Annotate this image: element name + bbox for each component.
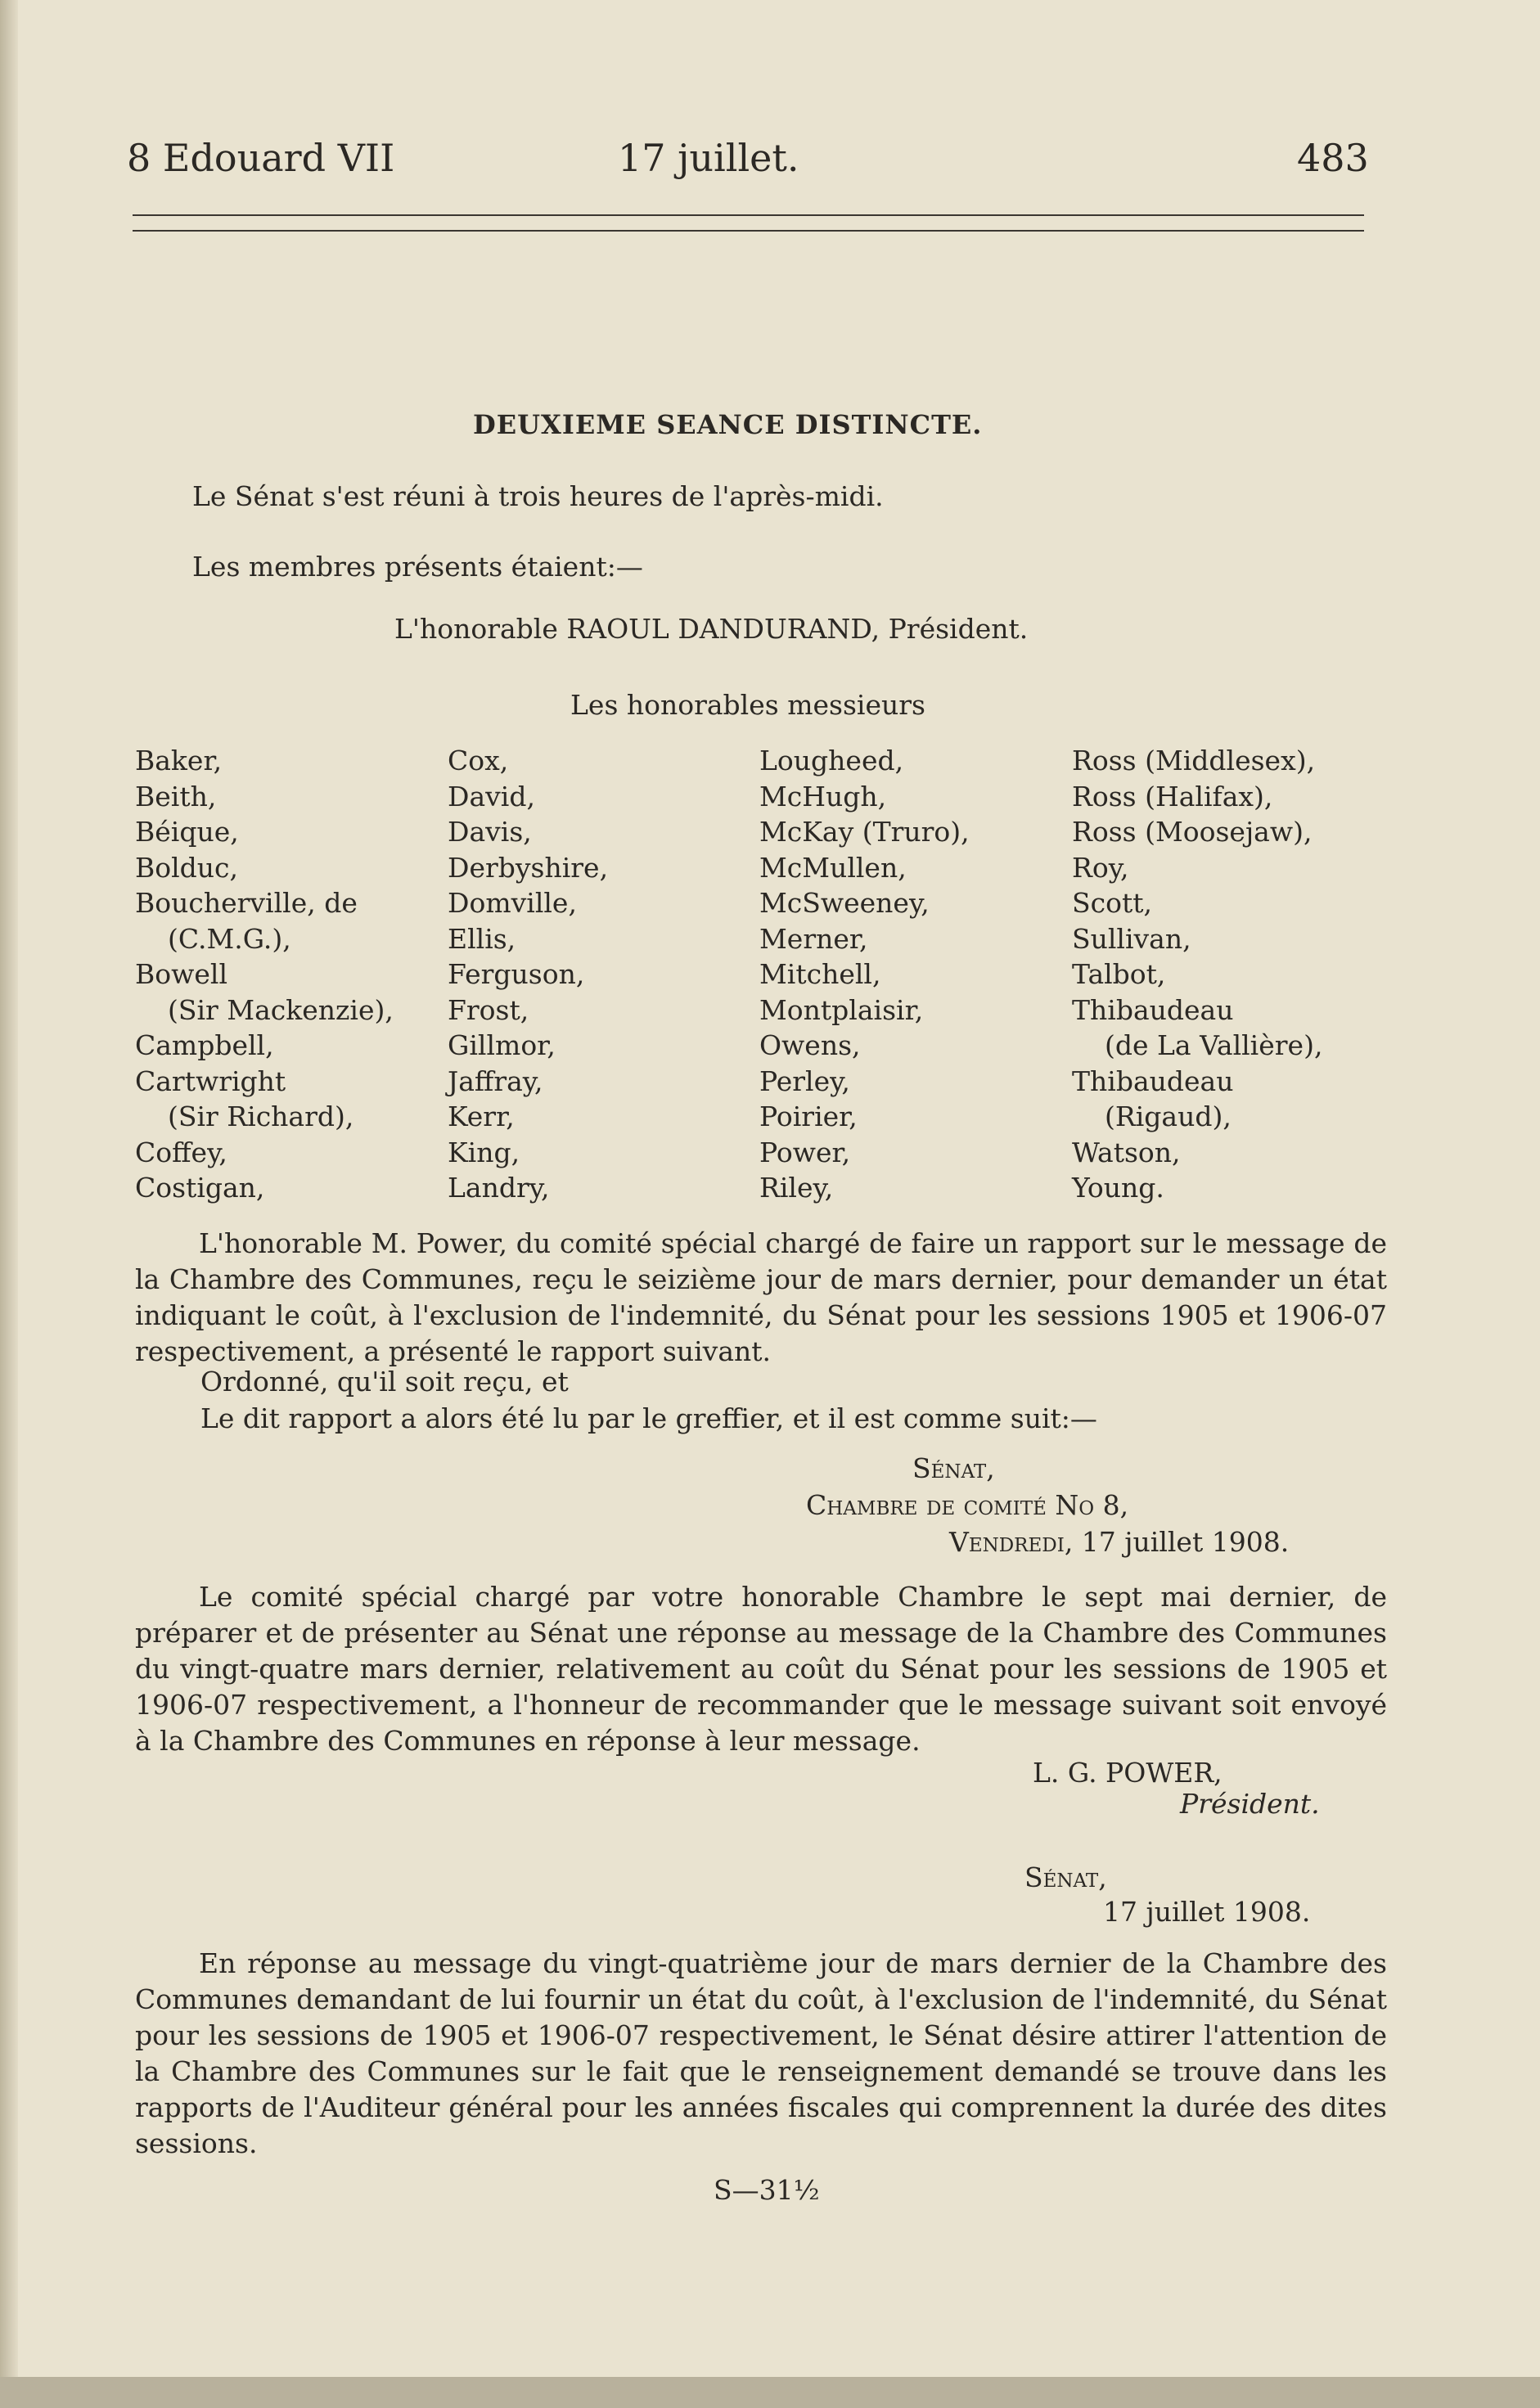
message-header-senat: Sénat, xyxy=(1024,1861,1107,1893)
president-name: RAOUL DANDURAND xyxy=(566,613,871,645)
member-name: Sullivan, xyxy=(1072,922,1191,955)
member-name: Mitchell, xyxy=(759,958,881,990)
page-number: 483 xyxy=(1297,136,1369,180)
messieurs-heading: Les honorables messieurs xyxy=(570,689,925,721)
ordered-line: Ordonné, qu'il soit reçu, et xyxy=(200,1366,569,1398)
signature-name: L. G. POWER, xyxy=(1033,1757,1223,1789)
member-name: Boucherville, de xyxy=(135,887,358,919)
header-reign: 8 Edouard VII xyxy=(127,136,395,180)
member-name: King, xyxy=(448,1136,520,1168)
scan-bottom-edge xyxy=(0,2377,1540,2408)
member-name: Davis, xyxy=(448,816,532,848)
message-paragraph xyxy=(135,1946,1387,2162)
report-header-date xyxy=(949,1526,1290,1558)
members-list xyxy=(135,743,1379,1204)
member-name: Coffey, xyxy=(135,1136,227,1168)
report-header-senat: Sénat, xyxy=(912,1452,995,1484)
member-name: Ross (Halifax), xyxy=(1072,780,1273,812)
member-name: McHugh, xyxy=(759,780,887,812)
intro-line: Le Sénat s'est réuni à trois heures de l'après-midi. xyxy=(192,480,884,512)
member-name: McMullen, xyxy=(759,851,907,884)
member-name: Costigan, xyxy=(135,1172,265,1204)
member-name: Thibaudeau xyxy=(1072,1064,1234,1097)
read-line: Le dit rapport a alors été lu par le greffier, et il est comme suit:— xyxy=(200,1402,1097,1434)
member-name: Campbell, xyxy=(135,1029,274,1061)
member-name: Talbot, xyxy=(1072,958,1166,990)
report-day: Vendredi xyxy=(949,1526,1065,1558)
member-name: Power, xyxy=(759,1136,851,1168)
member-name: Ross (Moosejaw), xyxy=(1072,816,1313,848)
report-date: , 17 juillet 1908. xyxy=(1064,1526,1290,1558)
member-name: Scott, xyxy=(1072,887,1152,919)
message-paragraph-text: En réponse au message du vingt-quatrième jour de mars dernier de la Chambre des Communes demandant de lui fournir un état du coût, à l'exclusion de l'indemnité, du Sénat pour les sessions de 1905 et 1906-07 respectivement, le Sénat désire attirer l'attention de la Chambre des Communes sur le fait que le renseignement demandé se trouve dans les rapports de l'Auditeur général pour les années fiscales qui comprennent la durée des dites sessions. xyxy=(135,1947,1387,2159)
message-header-date: 17 juillet 1908. xyxy=(1103,1896,1311,1928)
member-name: McKay (Truro), xyxy=(759,816,970,848)
member-name-continued: (C.M.G.), xyxy=(168,922,291,955)
president-line xyxy=(394,613,1029,645)
member-name-continued: (Sir Richard), xyxy=(168,1100,354,1132)
header-date: 17 juillet. xyxy=(618,136,799,180)
member-name: Ellis, xyxy=(448,922,516,955)
committee-room-label: Chambre de comité No 8, xyxy=(806,1489,1129,1521)
member-name: Beith, xyxy=(135,780,217,812)
member-name: Roy, xyxy=(1072,851,1129,884)
member-name: Owens, xyxy=(759,1029,861,1061)
member-name-continued: (Rigaud), xyxy=(1105,1100,1232,1132)
member-name: Baker, xyxy=(135,745,223,776)
members-column-1 xyxy=(135,743,394,1206)
member-name: Bolduc, xyxy=(135,851,239,884)
signature-title: Président. xyxy=(1180,1788,1320,1820)
member-name-continued: (Sir Mackenzie), xyxy=(168,993,394,1026)
member-name: Kerr, xyxy=(448,1100,515,1132)
header-rule-bottom xyxy=(133,230,1364,232)
footer-signature: S—31½ xyxy=(714,2174,820,2206)
member-name: Lougheed, xyxy=(759,745,904,776)
header-rule-top xyxy=(133,214,1364,216)
members-column-2 xyxy=(448,743,608,1206)
member-name: Jaffray, xyxy=(448,1064,543,1097)
member-name: Cartwright xyxy=(135,1064,286,1097)
president-prefix: L'honorable xyxy=(394,613,558,645)
member-name: Poirier, xyxy=(759,1100,858,1132)
members-intro: Les membres présents étaient:— xyxy=(192,551,643,583)
committee-paragraph-text: Le comité spécial chargé par votre honorable Chambre le sept mai dernier, de préparer et de présenter au Sénat une réponse au message de la Chambre des Communes du vingt-quatre mars dernier, relativement au coût du Sénat pour les sessions de 1905 et 1906-07 respectivement, a l'honneur de recommander que le message suivant soit envoyé à la Chambre des Communes en réponse à leur message. xyxy=(135,1581,1387,1757)
session-title: DEUXIEME SEANCE DISTINCTE. xyxy=(473,409,983,440)
member-name: David, xyxy=(448,780,535,812)
member-name: Watson, xyxy=(1072,1136,1181,1168)
committee-paragraph xyxy=(135,1579,1387,1759)
member-name: Landry, xyxy=(448,1172,550,1204)
member-name: Domville, xyxy=(448,887,577,919)
member-name: Riley, xyxy=(759,1172,834,1204)
member-name: Montplaisir, xyxy=(759,993,924,1026)
member-name: Perley, xyxy=(759,1064,850,1097)
members-column-4 xyxy=(1072,743,1322,1206)
member-name: McSweeney, xyxy=(759,887,930,919)
report-header-committee xyxy=(806,1489,1129,1521)
member-name: Bowell xyxy=(135,958,228,990)
member-name: Cox, xyxy=(448,745,509,776)
binding-edge-shadow xyxy=(0,0,18,2408)
member-name-continued: (de La Vallière), xyxy=(1105,1029,1323,1061)
member-name: Ross (Middlesex), xyxy=(1072,745,1316,776)
member-name: Derbyshire, xyxy=(448,851,609,884)
member-name: Gillmor, xyxy=(448,1029,556,1061)
report-paragraph-text: L'honorable M. Power, du comité spécial chargé de faire un rapport sur le message de la Chambre des Communes, reçu le seizième jour de mars dernier, pour demander un état indiquant le coût, à l'exclusion de l'indemnité, du Sénat pour les sessions 1905 et 1906-07 respectivement, a présenté le rapport suivant. xyxy=(135,1227,1387,1367)
member-name: Frost, xyxy=(448,993,529,1026)
members-column-3 xyxy=(759,743,970,1206)
president-suffix: , Président. xyxy=(871,613,1029,645)
member-name: Young. xyxy=(1072,1172,1164,1204)
member-name: Merner, xyxy=(759,922,868,955)
report-paragraph xyxy=(135,1226,1387,1370)
member-name: Béique, xyxy=(135,816,239,848)
member-name: Thibaudeau xyxy=(1072,993,1234,1026)
member-name: Ferguson, xyxy=(448,958,585,990)
